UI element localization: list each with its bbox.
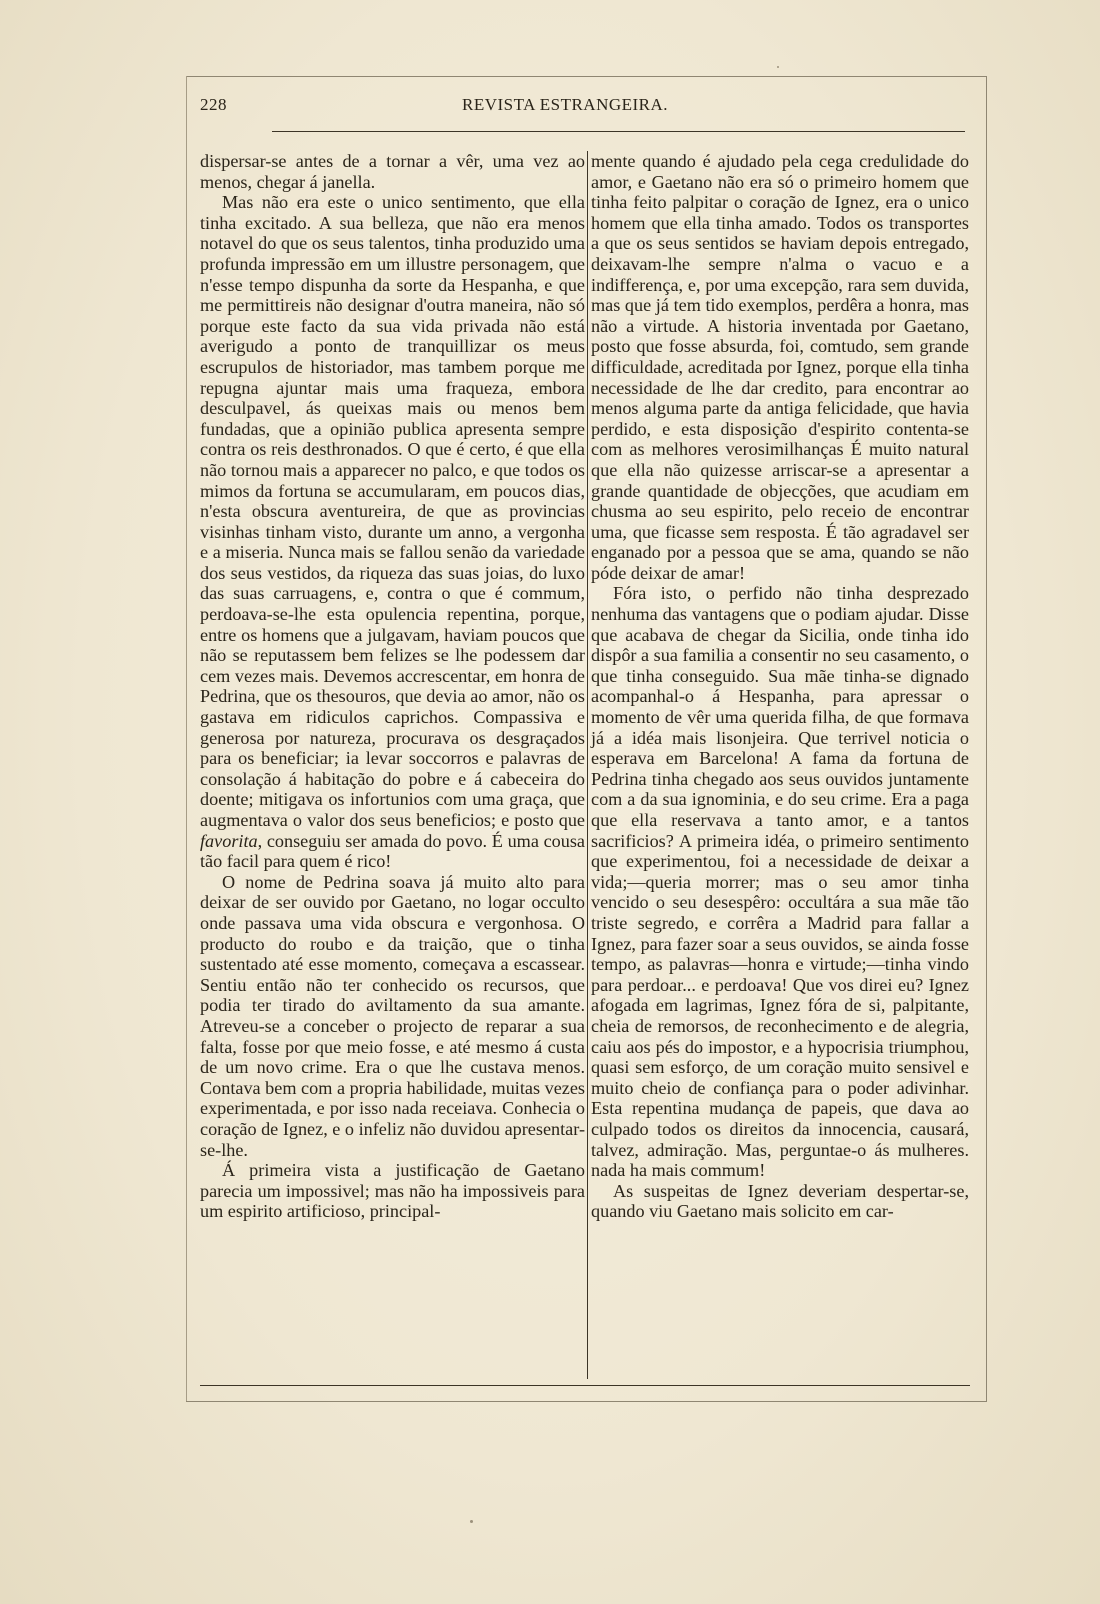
paragraph: [200, 192, 585, 872]
paragraph-text: Mas não era este o unico sentimento, que ella tinha excitado. A sua belleza, que não era menos notavel do que os seus talentos, tinha produzido uma profunda impressão em um illustre personagem, que n'esse tempo dispunha da sorte da Hespanha, e que me permittireis não designar d'outra maneira, não só porque este facto da sua vida privada não está averigudo a ponto de tranquillizar os meus escrupulos de historiador, mas tambem porque me repugna ajuntar mais uma fraqueza, embora desculpavel, ás queixas mais ou menos bem fundadas, que a opinião publica apresenta sempre contra os reis desthronados. O que é certo, é que ella não tornou mais a apparecer no palco, e que todos os mimos da fortuna se accumularam, em poucos dias, n'esta obscura aventureira, de que as provincias visinhas tinham visto, durante um anno, a vergonha e a miseria. Nunca mais se fallou senão da variedade dos seus vestidos, da riqueza das suas joias, do luxo das suas carruagens, e, contra o que é commum, perdoava-se-lhe esta opulencia repentina, porque, entre os homens que a julgavam, haviam poucos que não se reputassem bem felizes se lhe podessem dar cem vezes mais. Devemos accrescentar, em honra de Pedrina, que os thesouros, que devia ao amor, não os gastava em ridiculos caprichos. Compassiva e generosa por natureza, procurava os desgraçados para os beneficiar; ia levar soccorros e palavras de consolação á habitação do pobre e á cabeceira do doente; mitigava os infortunios com uma graça, que augmentava o valor dos seus beneficios; e posto que: [200, 192, 585, 830]
page-frame-bottom: [186, 1401, 987, 1402]
header-rule: [272, 131, 965, 132]
page-frame-right: [986, 76, 987, 1402]
page-frame-top: [186, 76, 987, 77]
italic-word: favorita: [200, 830, 258, 851]
footer-rule: [200, 1385, 970, 1386]
page-header: [200, 95, 710, 121]
paper-speck: [777, 66, 779, 68]
column-divider: [587, 151, 588, 1379]
paragraph: O nome de Pedrina soava já muito alto para deixar de ser ouvido por Gaetano, no logar occulto onde passava uma vida obscura e vergonhosa. O producto do roubo e da traição, que o tinha sustentado até esse momento, começava a escassear. Sentiu então não ter conhecido os recursos, que podia ter tirado do aviltamento da sua amante. Atreveu-se a conceber o projecto de reparar a sua falta, fosse por que meio fosse, e até mesmo á custa de um novo crime. Era o que lhe custava menos. Contava bem com a propria habilidade, muitas vezes experimentada, e por isso nada receiava. Conhecia o coração de Ignez, e o infeliz não duvidou apresentar-se-lhe.: [200, 871, 585, 1160]
paragraph: As suspeitas de Ignez deveriam despertar-se, quando viu Gaetano mais solicito em car-: [591, 1180, 969, 1222]
paragraph: Á primeira vista a justificação de Gaetano parecia um impossivel; mas não ha impossiveis para um espirito artificioso, principal-: [200, 1160, 585, 1222]
text-column-left: [200, 151, 585, 1381]
running-title: REVISTA ESTRANGEIRA.: [462, 95, 669, 114]
paragraph: dispersar-se antes de a tornar a vêr, uma vez ao menos, chegar á janella.: [200, 151, 585, 192]
paragraph-text: , conseguiu ser amada do povo. É uma cousa tão facil para quem é rico!: [200, 830, 585, 872]
paragraph: mente quando é ajudado pela cega credulidade do amor, e Gaetano não era só o primeiro homem que tinha feito palpitar o coração de Ignez, era o unico homem que ella tinha amado. Todos os transportes a que os seus sentidos se haviam depois entregado, deixavam-lhe sempre n'alma o vacuo e a indifferença, e, por uma excepção, rara sem duvida, mas que já tem tido exemplos, perdêra a honra, mas não a virtude. A historia inventada por Gaetano, posto que fosse absurda, foi, comtudo, sem grande difficuldade, acreditada por Ignez, porque ella tinha necessidade de lhe dar credito, para encontrar ao menos alguma parte da antiga felicidade, que havia perdido, e esta disposição d'espirito contenta-se com as melhores verosimilhanças É muito natural que ella não quizesse arriscar-se a apresentar a grande quantidade de objecções, que acudiam em chusma ao seu espirito, pelo receio de encontrar uma, que ficasse sem resposta. É tão agradavel ser enganado por a pessoa que se ama, quando se não póde deixar de amar!: [591, 151, 969, 583]
paragraph: Fóra isto, o perfido não tinha desprezado nenhuma das vantagens que o podiam ajudar. Disse que acabava de chegar da Sicilia, onde tinha ido dispôr a sua familia a consentir no seu casamento, o que tinha conseguido. Sua mãe tinha-se dignado acompanhal-o á Hespanha, para apressar o momento de vêr uma querida filha, de que formava já a idéa mais lisonjeira. Que terrivel noticia o esperava em Barcelona! A fama da fortuna de Pedrina tinha chegado aos seus ouvidos juntamente com a da sua ignominia, e do seu crime. Era a paga que ella reservava a tanto amor, e a tantos sacrificios? A primeira idéa, o primeiro sentimento que experimentou, foi a necessidade de deixar a vida;—queria morrer; mas o seu amor tinha vencido o seu desespêro: occultára a sua mãe tão triste segredo, e corrêra a Madrid para fallar a Ignez, para fazer soar a seus ouvidos, se ainda fosse tempo, as palavras—honra e virtude;—tinha vindo para perdoar... e perdoava! Que vos direi eu? Ignez afogada em lagrimas, Ignez fóra de si, palpitante, cheia de remorsos, de reconhecimento e de alegria, caiu aos pés do impostor, e a hypocrisia triumphou, quasi sem esforço, de um coração muito sensivel e muito cheio de confiança para o poder adivinhar. Esta repentina mudança de papeis, que dava ao culpado todos os direitos da innocencia, causará, talvez, admiração. Mas, perguntae-o ás mulheres. nada ha mais commum!: [591, 583, 969, 1181]
text-column-right: [591, 151, 969, 1381]
paper-speck: [470, 1520, 473, 1523]
page-frame-left: [186, 76, 187, 1402]
page-number: 228: [200, 95, 227, 114]
